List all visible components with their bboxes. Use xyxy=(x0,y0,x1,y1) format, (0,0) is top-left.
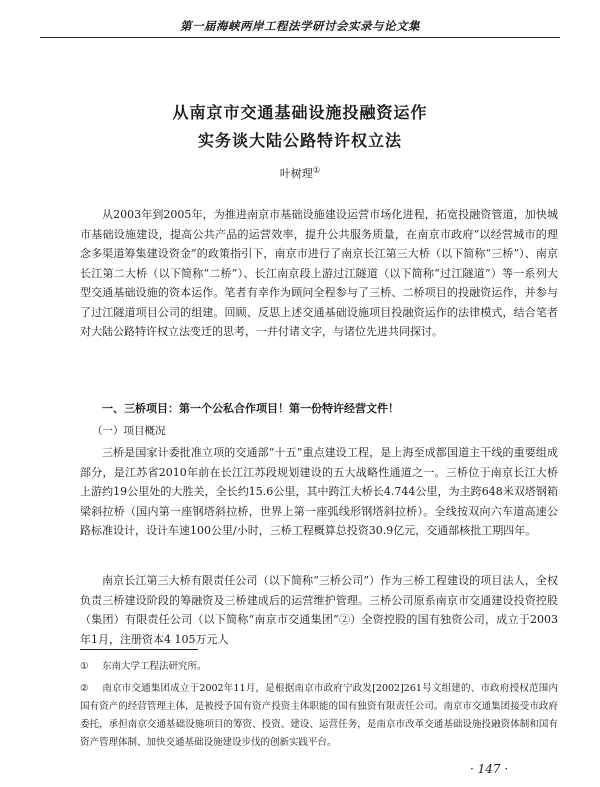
running-header: 第一届海峡两岸工程法学研讨会实录与论文集 xyxy=(180,19,420,33)
article-title-line-2: 实务谈大陆公路特许权立法 xyxy=(197,131,402,150)
footnote-2-text: 南京市交通集团成立于2002年11月，是根据南京市政府宁政发[2002]261号文组建的、市政府授权范围内国有资产的经营管理主体，是被授予国有资产投资主体职能的国有独资有限责任公司。南京市交通集团接受市政府委托，承担南京交通基础设施项目的筹资、投资、建设、运营任务，是南京市改革交通基础设施投融资体制和国有资产管理体制、加快交通基础设施建设步伐的创新实践平台。 xyxy=(80,683,558,748)
header-rule xyxy=(40,37,560,38)
article-title-line-1: 从南京市交通基础设施投融资运作 xyxy=(172,103,428,122)
footnote-1-marker: ① xyxy=(80,661,89,672)
footnote-1 xyxy=(80,658,558,676)
footnote-2 xyxy=(80,680,558,752)
footnote-rule xyxy=(80,649,198,650)
section-1-heading: 一、三桥项目：第一个公私合作项目！第一份特许经营文件！ xyxy=(102,402,399,415)
author-name xyxy=(40,165,560,181)
intro-paragraph: 从2003年到2005年，为推进南京市基础设施建设运营市场化进程，拓宽投融资管道，加快城市基础设施建设，提高公共产品的运营效率，提升公共服务质量，在南京市政府“以经营城市的理念多渠道筹集建设资金”的政策指引下，南京市进行了南京长江第三大桥（以下简称“三桥”）、南京长江第二大桥（以下简称“二桥”）、长江南京段上游过江隧道（以下简称“过江隧道”）等一系列大型交通基础设施的资本运作。笔者有幸作为顾问全程参与了三桥、二桥项目的投融资运作，并参与了过江隧道项目公司的组建。回顾、反思上述交通基础设施项目投融资运作的法律模式，结合笔者对大陆公路特许权立法变迁的思考，一并付诸文字，与诸位先进共同探讨。 xyxy=(80,208,558,338)
page-number: · 147 · xyxy=(470,762,509,776)
author-footnote-marker: ① xyxy=(312,165,321,175)
company-paragraph: 南京长江第三大桥有限责任公司（以下简称“三桥公司”）作为三桥工程建设的项目法人，全权负责三桥建设阶段的筹融资及三桥建成后的运营维护管理。三桥公司原系南京市交通建设投资控股（集团）有限责任公司（以下简称“南京市交通集团”②）全资控股的国有独资公司，成立于2003年1月，注册资本4 105万元人 xyxy=(80,574,558,646)
footnote-1-text: 东南大学工程法研究所。 xyxy=(102,661,207,672)
project-overview-paragraph: 三桥是国家计委批准立项的交通部“十五”重点建设工程，是上海至成都国道主干线的重要组成部分，是江苏省2010年前在长江江苏段规划建设的五大战略性通道之一。三桥位于南京长江大桥上游约19公里处的大胜关，全长约15.6公里，其中跨江大桥长4.744公里，为主跨648米双塔钢箱梁斜拉桥（国内第一座钢塔斜拉桥，世界上第一座弧线形钢塔斜拉桥）。全线按双向六车道高速公路标准设计，设计车速100公里/小时，三桥工程概算总投资30.9亿元，交通部核批工期四年。 xyxy=(80,446,558,537)
author-name-text: 叶树理 xyxy=(279,167,313,180)
subsection-1-heading: （一）项目概况 xyxy=(92,425,166,437)
footnote-2-marker: ② xyxy=(80,683,89,694)
